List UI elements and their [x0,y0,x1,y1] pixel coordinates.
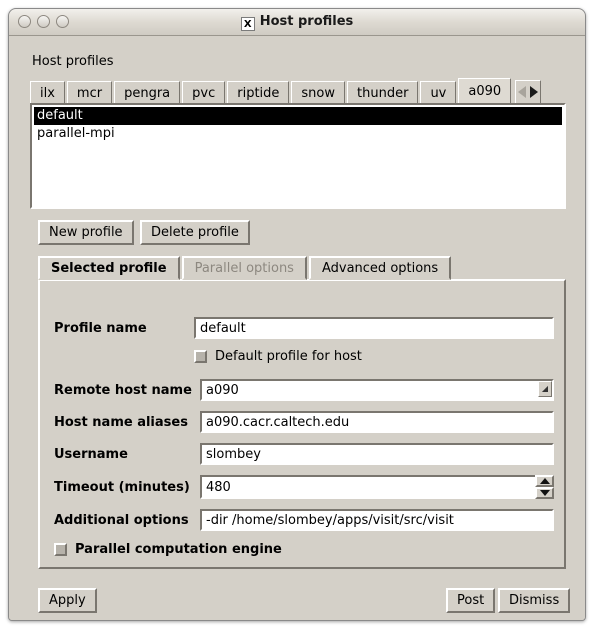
selected-profile-panel [38,279,566,569]
username-row [54,443,554,465]
list-item[interactable]: parallel-mpi [37,126,115,141]
host-name-aliases-label: Host name aliases [54,414,188,430]
apply-button[interactable]: Apply [38,588,97,613]
default-profile-row [194,349,362,364]
delete-profile-button[interactable]: Delete profile [140,220,250,245]
profile-list[interactable] [30,103,566,209]
timeout-spinner[interactable] [535,475,554,499]
host-tab-mcr[interactable]: mcr [67,81,112,104]
additional-options-label: Additional options [54,512,189,528]
triangle-right-icon[interactable] [530,86,538,98]
triangle-left-icon[interactable] [518,86,526,98]
host-name-aliases-input[interactable] [200,411,554,433]
host-tab-ilx[interactable]: ilx [30,81,65,104]
profile-name-input[interactable] [194,317,554,339]
window-title-text: Host profiles [259,14,354,29]
additional-options-row [54,509,554,531]
username-input[interactable] [200,443,554,465]
parallel-engine-row [54,542,282,557]
host-tabs [30,78,566,104]
new-profile-button[interactable]: New profile [38,220,134,245]
remote-host-name-input[interactable] [200,379,554,401]
post-button[interactable]: Post [446,588,495,613]
host-tab-pvc[interactable]: pvc [182,81,225,104]
host-profiles-window [8,8,586,621]
host-tab-a090[interactable]: a090 [458,78,511,104]
remote-host-name-label: Remote host name [54,382,192,398]
default-profile-checkbox[interactable] [194,350,207,363]
host-profiles-label: Host profiles [32,54,114,69]
titlebar [9,9,585,36]
window-title [9,14,585,31]
host-tab-snow[interactable]: snow [291,81,345,104]
parallel-engine-checkbox[interactable] [54,543,67,556]
remote-host-name-row [54,379,554,401]
host-name-aliases-row [54,411,554,433]
profile-name-label: Profile name [54,320,147,336]
additional-options-input[interactable] [200,509,554,531]
notebook-tabs [38,256,453,280]
host-tabs-scroller[interactable] [515,80,541,104]
option-menu-icon[interactable]: ◢ [538,381,552,397]
host-tab-pengra[interactable]: pengra [114,81,180,104]
x-icon: X [241,17,255,31]
host-tab-riptide[interactable]: riptide [227,81,289,104]
host-tab-uv[interactable]: uv [420,81,456,104]
window-content [9,36,585,621]
timeout-input[interactable] [200,475,554,499]
timeout-label: Timeout (minutes) [54,479,190,495]
dismiss-button[interactable]: Dismiss [498,588,570,613]
parallel-engine-label: Parallel computation engine [75,542,282,557]
spinner-up-icon[interactable] [535,475,554,487]
tab-advanced-options[interactable]: Advanced options [309,256,451,280]
profile-name-row [54,317,554,339]
host-tab-thunder[interactable]: thunder [347,81,418,104]
tab-parallel-options[interactable]: Parallel options [182,256,307,280]
tab-selected-profile[interactable]: Selected profile [38,256,180,280]
timeout-row [54,475,554,499]
default-profile-label: Default profile for host [215,349,362,364]
spinner-down-icon[interactable] [535,487,554,499]
username-label: Username [54,446,128,462]
list-item[interactable]: default [34,107,562,125]
